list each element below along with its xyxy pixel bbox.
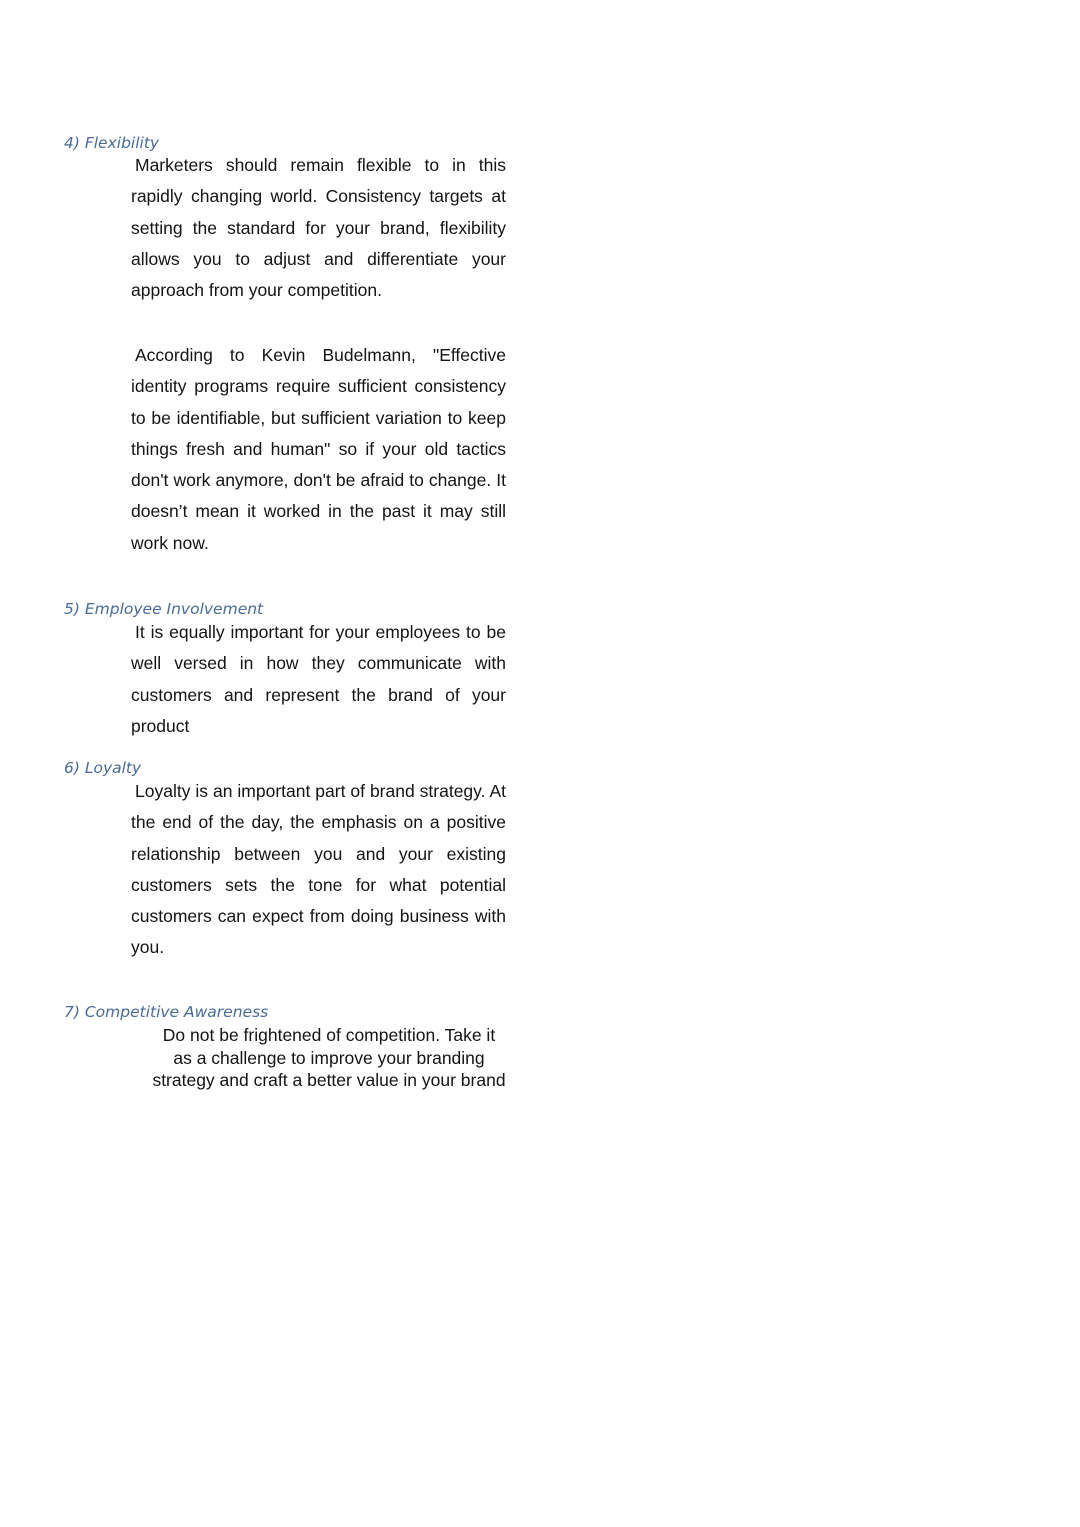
flexibility-paragraph-2 <box>131 340 506 559</box>
employee-involvement-paragraph <box>131 617 506 742</box>
flexibility-paragraph-1-text: Marketers should remain flexible to in this rapidly changing world. Consistency targets at setting the standard for your brand, flexibility allows you to adjust and differentiate your approach from your competition. <box>131 155 506 301</box>
competitive-awareness-paragraph: Do not be frightened of competition. Take it as a challenge to improve your branding strategy and craft a better value in your brand <box>152 1025 506 1091</box>
flexibility-paragraph-1 <box>131 150 506 306</box>
section-heading-competitive-awareness: 7) Competitive Awareness <box>64 1003 269 1021</box>
loyalty-paragraph-text: Loyalty is an important part of brand strategy. At the end of the day, the emphasis on a positive relationship between you and your existing customers sets the tone for what potential customers can expect from doing business with you. <box>131 781 506 958</box>
employee-involvement-paragraph-text: It is equally important for your employees to be well versed in how they communicate with customers and represent the brand of your product <box>131 622 506 736</box>
loyalty-paragraph <box>131 776 506 964</box>
section-heading-flexibility: 4) Flexibility <box>64 134 160 152</box>
section-heading-loyalty: 6) Loyalty <box>64 759 142 777</box>
section-heading-employee-involvement: 5) Employee Involvement <box>64 600 264 618</box>
flexibility-paragraph-2-text: According to Kevin Budelmann, "Effective identity programs require sufficient consistency to be identifiable, but sufficient variation to keep things fresh and human" so if your old tactics don't work anymore, don't be afraid to change. It doesn’t mean it worked in the past it may still work now. <box>131 345 506 553</box>
